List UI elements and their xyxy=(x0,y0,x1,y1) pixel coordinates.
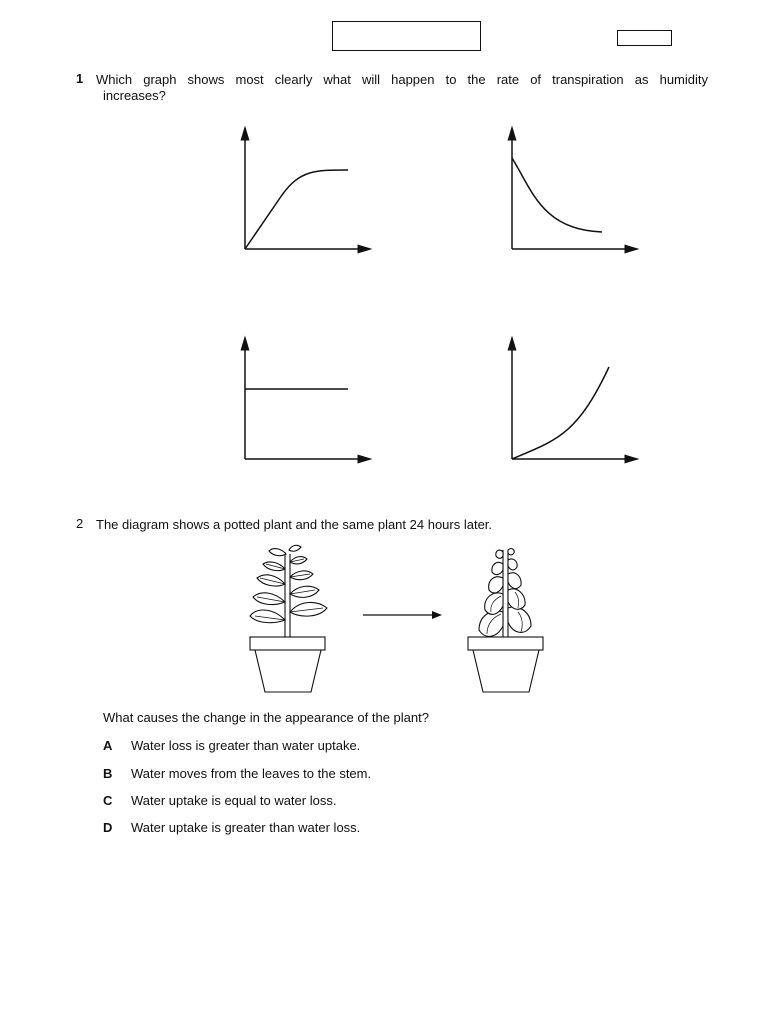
question-1-text-line2: increases? xyxy=(103,88,166,103)
option-text: Water moves from the leaves to the stem. xyxy=(131,766,372,781)
graph-rise-then-plateau xyxy=(230,125,370,255)
pot-rim xyxy=(468,637,543,650)
header-box-left xyxy=(332,21,481,51)
wilted-plant-diagram xyxy=(463,542,548,697)
option-letter: D xyxy=(103,820,113,835)
change-arrow xyxy=(362,608,444,622)
graph-curve xyxy=(512,158,602,232)
graph-fall-then-plateau xyxy=(497,125,637,255)
option-text: Water uptake is equal to water loss. xyxy=(131,793,337,808)
question-1-number: 1 xyxy=(76,71,84,86)
option-letter: B xyxy=(103,766,113,781)
question-1-text-line1: Which graph shows most clearly what will happen to the rate of transpiration as humidity xyxy=(96,72,708,87)
option-text: Water uptake is greater than water loss. xyxy=(131,820,361,835)
question-2-number: 2 xyxy=(76,516,84,531)
graph-curve xyxy=(245,170,348,249)
pot-rim xyxy=(250,637,325,650)
option-letter: C xyxy=(103,793,113,808)
pot-body xyxy=(473,650,539,692)
question-2-text: The diagram shows a potted plant and the same plant 24 hours later. xyxy=(96,517,493,532)
upright-plant-diagram xyxy=(245,542,330,697)
option-letter: A xyxy=(103,738,113,753)
graph-accelerating-rise xyxy=(497,335,637,465)
graph-curve xyxy=(512,367,609,459)
option-text: Water loss is greater than water uptake. xyxy=(131,738,361,753)
header-box-right xyxy=(617,30,672,46)
question-2-subquestion: What causes the change in the appearance of the plant? xyxy=(103,710,429,725)
pot-body xyxy=(255,650,321,692)
graph-constant xyxy=(230,335,370,465)
